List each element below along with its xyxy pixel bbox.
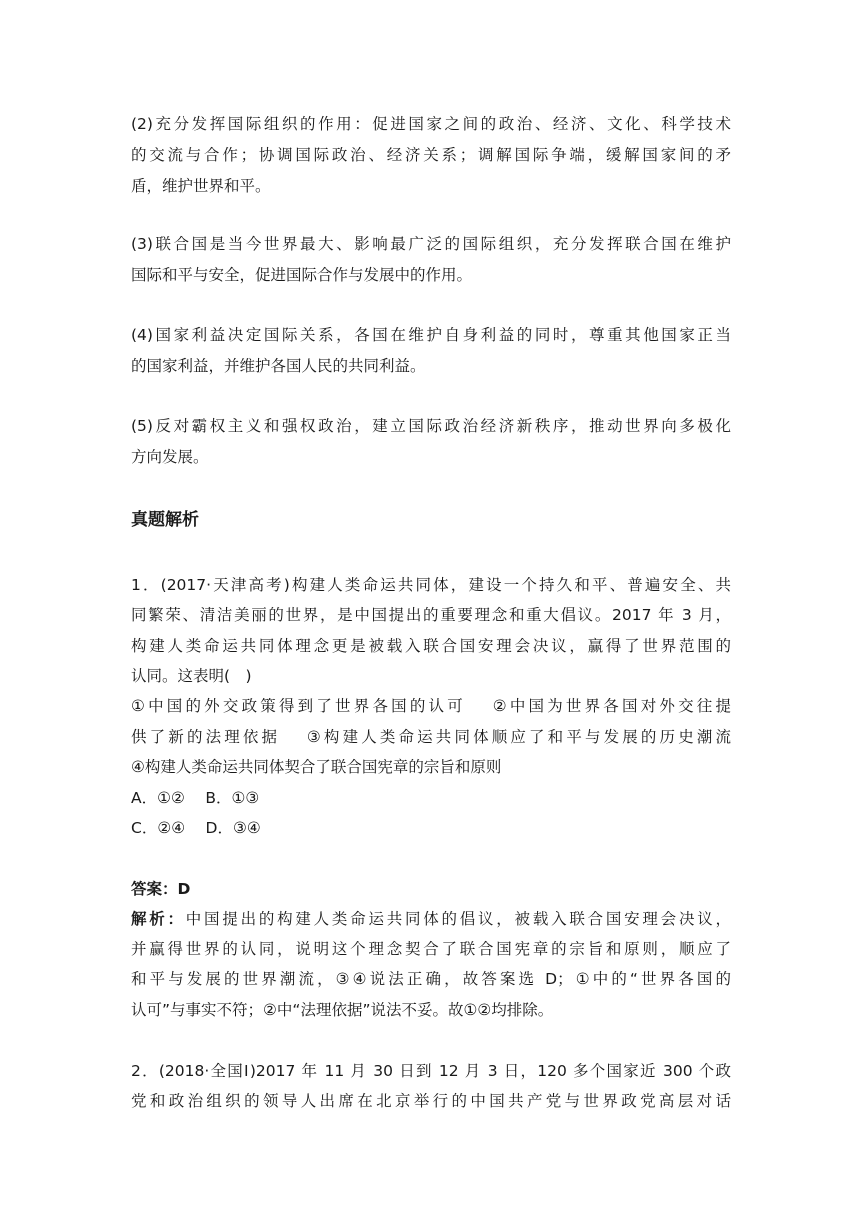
analysis-line4: 认可”与事实不符；②中“法理依据”说法不妥。故①②均排除。: [131, 1001, 554, 1019]
q1-statement-line2: 供了新的法理依据 ③构建人类命运共同体顺应了和平与发展的历史潮流: [131, 728, 731, 746]
q2-line2: 党和政治组织的领导人出席在北京举行的中国共产党与世界政党高层对话: [131, 1092, 731, 1110]
analysis-label: 解析：: [131, 910, 186, 928]
answer-label: 答案：: [131, 880, 178, 898]
analysis-line1: [131, 909, 731, 929]
answer-line: [131, 879, 731, 899]
q1-line2: 同繁荣、清洁美丽的世界，是中国提出的重要理念和重大倡议。2017 年 3 月，: [131, 606, 731, 624]
answer-value: D: [177, 880, 191, 898]
section-title: 真题解析: [131, 510, 199, 530]
q2-line1: 2．(2018·全国Ⅰ)2017 年 11 月 30 日到 12 月 3 日，120 多个国家近 300 个政: [131, 1062, 731, 1080]
para4-line1: (4)国家利益决定国际关系，各国在维护自身利益的同时，尊重其他国家正当: [131, 326, 731, 344]
q1-statement-line3: ④构建人类命运共同体契合了联合国宪章的宗旨和原则: [131, 758, 502, 776]
para2-line1: (2)充分发挥国际组织的作用：促进国家之间的政治、经济、文化、科学技术: [131, 115, 731, 133]
q1-options-ab: A．①② B．①③: [131, 789, 260, 807]
q1-statement-line1: ①中国的外交政策得到了世界各国的认可 ②中国为世界各国对外交往提: [131, 697, 731, 715]
q1-line4: 认同。这表明( ): [131, 667, 252, 685]
q1-line1: 1．(2017·天津高考)构建人类命运共同体，建设一个持久和平、普遍安全、共: [131, 576, 731, 594]
para5-line1: (5)反对霸权主义和强权政治，建立国际政治经济新秩序，推动世界向多极化: [131, 417, 731, 435]
q1-options-cd: C．②④ D．③④: [131, 819, 261, 837]
analysis-text: 中国提出的构建人类命运共同体的倡议，被载入联合国安理会决议，: [185, 910, 731, 928]
para2-line2: 的交流与合作；协调国际政治、经济关系；调解国际争端，缓解国家间的矛: [131, 146, 731, 164]
q1-line3: 构建人类命运共同体理念更是被载入联合国安理会决议，赢得了世界范围的: [131, 637, 731, 655]
para2-line3: 盾，维护世界和平。: [131, 177, 271, 195]
para4-line2: 的国家利益，并维护各国人民的共同利益。: [131, 357, 426, 375]
analysis-line3: 和平与发展的世界潮流，③④说法正确，故答案选 D；①中的“世界各国的: [131, 970, 731, 988]
para3-line1: (3)联合国是当今世界最大、影响最广泛的国际组织，充分发挥联合国在维护: [131, 235, 731, 253]
analysis-line2: 并赢得世界的认同，说明这个理念契合了联合国宪章的宗旨和原则，顺应了: [131, 940, 731, 958]
para3-line2: 国际和平与安全，促进国际合作与发展中的作用。: [131, 266, 473, 284]
para5-line2: 方向发展。: [131, 448, 209, 466]
